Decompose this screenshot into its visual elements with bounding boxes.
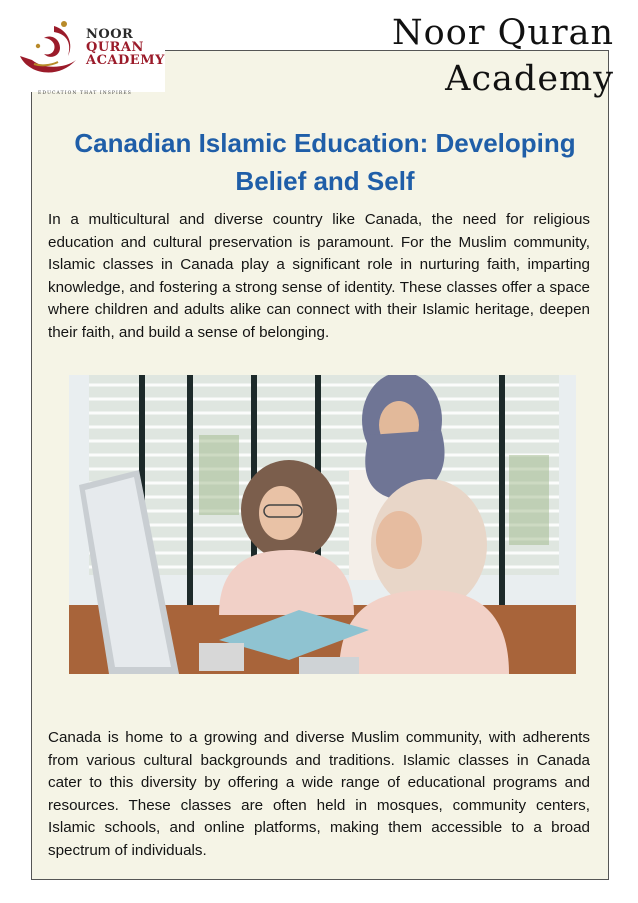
logo-line-3: ACADEMY	[86, 53, 165, 68]
classroom-photo	[69, 375, 576, 674]
logo-name	[86, 28, 165, 67]
logo-emblem-icon	[14, 16, 86, 84]
logo-line-2: QURAN	[86, 40, 144, 55]
intro-paragraph: In a multicultural and diverse country like Canada, the need for religious education and cultural preservation is paramount. For the Muslim community, Islamic classes in Canada play a significant role in nurturing faith, imparting knowledge, and fostering a strong sense of identity. These classes offer a space where children and adults alike can connect with their Islamic heritage, deepen their faith, and build a sense of belonging.	[48, 211, 590, 341]
academy-logo[interactable]	[10, 10, 165, 96]
brand-wordmark	[392, 10, 614, 102]
brand-wordmark-line-2: Academy	[445, 59, 614, 99]
article-title: Canadian Islamic Education: Developing Belief and Self	[74, 128, 576, 196]
community-paragraph: Canada is home to a growing and diverse Muslim community, with adherents from various cultural backgrounds and traditions. Islamic classes in Canada cater to this diversity by offering a wide range of educational programs and resources. These classes are often held in mosques, community centers, Islamic schools, and online platforms, making them accessible to a broad spectrum of individuals.	[48, 729, 590, 859]
logo-tagline: EDUCATION THAT INSPIRES	[38, 91, 132, 96]
brand-wordmark-line-1: Noor Quran	[392, 13, 614, 53]
logo-line-1: NOOR	[86, 27, 134, 42]
